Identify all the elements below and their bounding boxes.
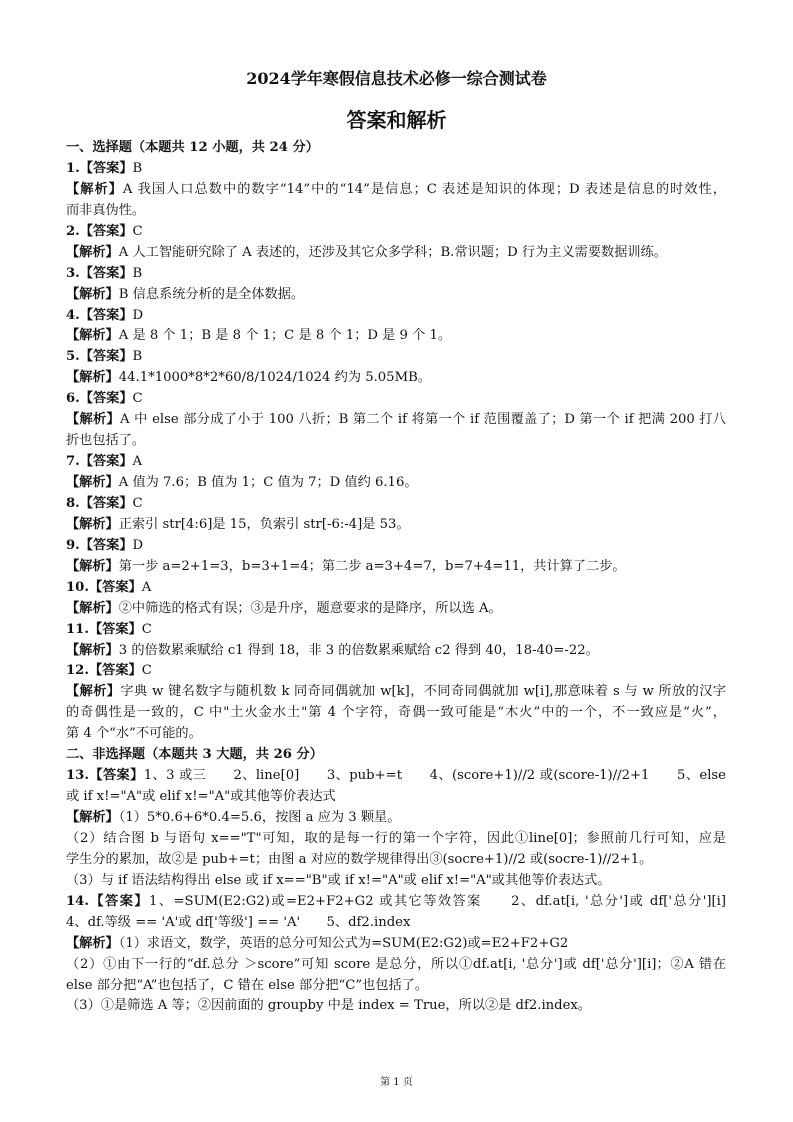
line-text: 而非真伪性。 [66,202,146,218]
answer-label: 11.【答案】 [66,621,142,637]
line-text: 第一步 a=2+1=3，b=3+1=4；第二步 a=3+4=7，b=7+4=11，共计算了二步。 [118,558,626,574]
analysis-label: 【解析】 [66,328,119,344]
line-text: 学生分的累加，故②是 pub+=t；由图 a 对应的数学规律得出③(socre+1)//2 或(socre-1)//2+1。 [66,851,653,867]
line-text: D [132,537,144,553]
line-text: A 是 8 个 1；B 是 8 个 1；C 是 8 个 1；D 是 9 个 1。 [118,328,452,344]
line-text: A [141,579,152,595]
analysis-line [66,557,726,578]
text-line [66,703,726,724]
answer-label: 5.【答案】 [66,349,133,365]
text-line [66,829,726,850]
text-line [66,431,726,452]
line-text: C [132,495,143,511]
line-text: 折也包括了。 [66,433,146,449]
analysis-line [66,368,726,389]
line-text: A 值为 7.6；B 值为 1；C 值为 7；D 值约 6.16。 [118,475,418,490]
answer-label: 2.【答案】 [66,223,133,239]
answer-line [66,389,726,410]
analysis-label: 【解析】 [66,810,119,825]
line-text: A [132,454,143,470]
analysis-label: 【解析】 [66,600,119,616]
page-number: 第 1 页 [380,1077,413,1088]
section-heading [66,745,726,766]
answer-line [66,661,726,682]
answer-line [66,766,726,787]
line-text: ②中筛选的格式有误；③是升序，题意要求的是降序，所以选 A。 [118,600,502,616]
section-heading [66,138,726,159]
answer-label: 4.【答案】 [66,307,133,323]
analysis-line [66,243,726,264]
analysis-line [66,515,726,536]
line-text: C [132,223,143,239]
analysis-label: 【解析】 [66,935,119,951]
line-text: （2）结合图 b 与语句 x=="T"可知，取的是每一行的第一个字符，因此①line[0]；参照前几行可知，应是 [66,830,726,846]
analysis-label: 【解析】 [66,370,119,386]
line-text: A 中 else 部分成了小于 100 八折；B 第二个 if 将第一个 if 范围覆盖了；D 第一个 if 把满 200 打八 [120,412,726,428]
answer-line [66,159,726,180]
answer-line [66,494,726,515]
line-text: D [132,307,144,323]
answer-line [66,452,726,473]
analysis-label: 【解析】 [66,642,119,658]
line-text: B [132,160,143,176]
line-text: 3 的倍数累乘赋给 c1 得到 18，非 3 的倍数累乘赋给 c2 得到 40，18-40=-22。 [118,642,599,658]
answer-line [66,578,726,599]
answer-line [66,620,726,641]
line-text: 1、3 或三 2、line[0] 3、pub+=t 4、(score+1)//2 或(score-1)//2+1 5、else [143,768,726,784]
answer-content [66,138,726,1017]
answer-line [66,222,726,243]
line-text: B [132,265,143,281]
line-text: 一、选择题（本题共 12 小题，共 24 分） [66,140,319,155]
analysis-label: 【解析】 [66,181,123,197]
text-line [66,955,726,976]
analysis-label: 【解析】 [66,286,119,302]
line-text: C [141,621,152,637]
line-text: 第 4 个“水”不可能的。 [66,726,202,742]
analysis-label: 【解析】 [66,475,119,490]
text-line [66,913,726,934]
line-text: 1、=SUM(E2:G2)或=E2+F2+G2 或其它等效答案 2、df.at[i, '总分']或 df['总分'][i] [149,893,726,909]
analysis-line [66,285,726,306]
line-text: （2）①由下一行的“df.总分 ＞score”可知 score 是总分，所以①df.at[i, '总分']或 df['总分'][i]；②A 错在 [66,956,726,972]
analysis-label: 【解析】 [66,244,119,260]
line-text: （1）5*0.6+6*0.4=5.6，按图 a 应为 3 颗星。 [118,810,401,825]
analysis-line [66,934,726,955]
analysis-line [66,180,726,201]
line-text: 二、非选择题（本题共 3 大题，共 26 分） [66,747,323,763]
answer-label: 12.【答案】 [66,663,142,679]
line-text: （1）求语文，数学，英语的总分可知公式为=SUM(E2:G2)或=E2+F2+G2 [118,935,569,951]
analysis-line [66,641,726,662]
answer-label: 3.【答案】 [66,265,133,281]
answer-label: 9.【答案】 [66,537,133,553]
line-text: 44.1*1000*8*2*60/8/1024/1024 约为 5.05MB。 [118,370,431,386]
analysis-label: 【解析】 [66,412,121,428]
text-line [66,850,726,871]
text-line [66,201,726,222]
answer-line [66,536,726,557]
line-text: 的奇偶性是一致的，C 中"土火金水土"第 4 个字符，奇偶一致可能是“木火”中的一个，不一致应是“火”， [66,705,726,721]
analysis-line [66,682,726,703]
line-text: （3）①是筛选 A 等；②因前面的 groupby 中是 index = True，所以②是 df2.index。 [66,998,592,1014]
analysis-line [66,326,726,347]
line-text: 字典 w 键名数字与随机数 k 同奇同偶就加 w[k]，不同奇同偶就加 w[i],那意味着 s 与 w 所放的汉字 [120,684,726,700]
analysis-line [66,808,726,829]
line-text: （3）与 if 语法结构得出 else 或 if x=="B"或 if x!="A"或 elif x!="A"或其他等价表达式。 [66,872,611,888]
analysis-line [66,410,726,431]
analysis-line [66,473,726,494]
answer-label: 6.【答案】 [66,391,133,407]
line-text: else 部分把“A”也包括了，C 错在 else 部分把“C”也包括了。 [66,977,429,993]
text-line [66,724,726,745]
answer-label: 10.【答案】 [66,579,142,595]
line-text: 4、df.等级 == 'A'或 df['等级'] == 'A' 5、df2.index [66,914,411,930]
document-subtitle: 答案和解析 [346,108,447,132]
answer-line [66,347,726,368]
answer-label: 14.【答案】 [66,893,149,909]
line-text: B 信息系统分析的是全体数据。 [118,286,305,302]
text-line [66,976,726,997]
answer-label: 1.【答案】 [66,160,133,176]
line-text: C [141,663,152,679]
text-line [66,871,726,892]
answer-label: 7.【答案】 [66,454,133,470]
line-text: 正索引 str[4:6]是 15，负索引 str[-6:-4]是 53。 [118,516,410,532]
analysis-line [66,599,726,620]
text-line [66,787,726,808]
answer-line [66,892,726,913]
analysis-label: 【解析】 [66,558,119,574]
line-text: A 我国人口总数中的数字“14”中的“14”是信息；C 表述是知识的体现；D 表述是信息的时效性， [122,181,726,197]
line-text: C [132,391,143,407]
document-title: 2024学年寒假信息技术必修一综合测试卷 [246,69,547,88]
answer-line [66,264,726,285]
line-text: B [132,349,143,365]
text-line [66,996,726,1017]
answer-label: 8.【答案】 [66,495,133,511]
line-text: 或 if x!="A"或 elif x!="A"或其他等价表达式 [66,789,336,805]
answer-line [66,306,726,327]
analysis-label: 【解析】 [66,684,121,700]
answer-label: 13.【答案】 [66,768,144,784]
analysis-label: 【解析】 [66,516,119,532]
line-text: A 人工智能研究除了 A 表述的，还涉及其它众多学科；B.常识题；D 行为主义需要数据训练。 [118,244,667,260]
